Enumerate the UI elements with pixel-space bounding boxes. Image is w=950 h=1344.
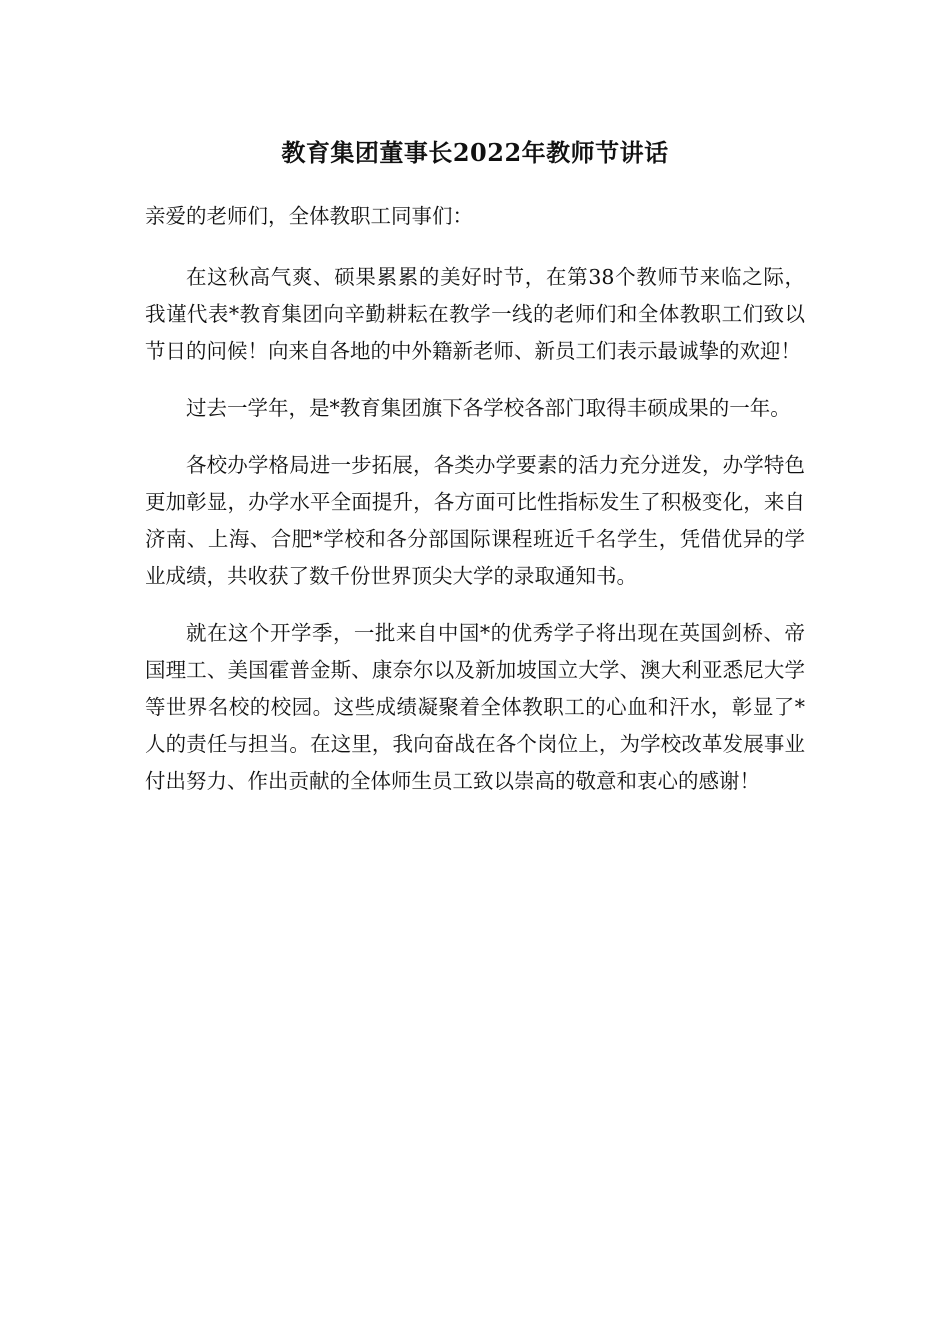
paragraph: 过去一学年，是*教育集团旗下各学校各部门取得丰硕成果的一年。 xyxy=(186,396,791,420)
paragraph: 就在这个开学季，一批来自中国*的优秀学子将出现在英国剑桥、帝国理工、美国霍普金斯、康奈尔以及新加坡国立大学、澳大利亚悉尼大学等世界名校的校园。这些成绩凝聚着全体教职工的心血和汗水，彰显了*人的责任与担当。在这里，我向奋战在各个岗位上，为学校改革发展事业付出努力、作出贡献的全体师生员工致以崇高的敬意和衷心的感谢！ xyxy=(145,621,805,793)
document-body xyxy=(145,198,805,820)
greeting: 亲爱的老师们，全体教职工同事们： xyxy=(145,204,473,228)
paragraph: 在这秋高气爽、硕果累累的美好时节，在第38个教师节来临之际，我谨代表*教育集团向辛勤耕耘在教学一线的老师们和全体教职工们致以节日的问候！向来自各地的中外籍新老师、新员工们表示最诚挚的欢迎！ xyxy=(145,265,805,363)
paragraph: 各校办学格局进一步拓展，各类办学要素的活力充分迸发，办学特色更加彰显，办学水平全面提升，各方面可比性指标发生了积极变化，来自济南、上海、合肥*学校和各分部国际课程班近千名学生，凭借优异的学业成绩，共收获了数千份世界顶尖大学的录取通知书。 xyxy=(145,453,805,588)
document-title: 教育集团董事长2022年教师节讲话 xyxy=(281,138,669,167)
